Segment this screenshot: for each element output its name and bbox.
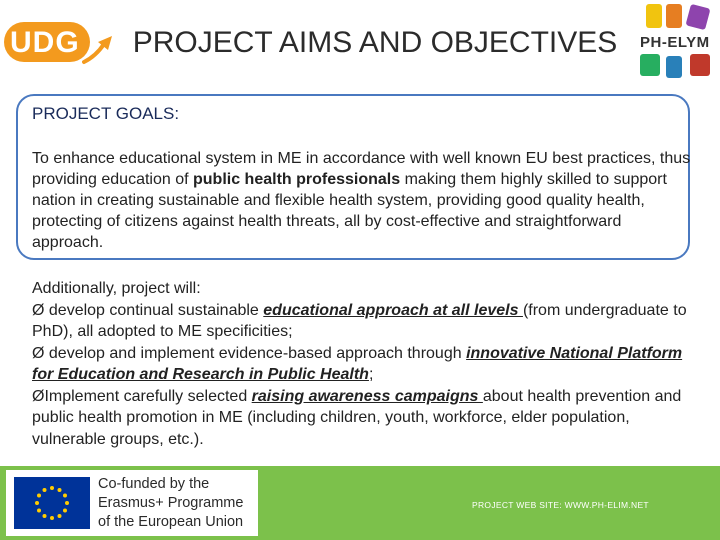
item-text: develop continual sustainable bbox=[44, 301, 264, 319]
goals-heading: PROJECT GOALS: bbox=[32, 104, 180, 123]
list-item bbox=[32, 386, 704, 451]
item-emphasis: innovative National Platform for Education and Research in Public Health bbox=[32, 344, 683, 383]
item-text: Implement carefully selected bbox=[44, 387, 252, 405]
additional-section bbox=[32, 278, 704, 450]
eu-star bbox=[43, 514, 47, 518]
bullet-arrow-icon: Ø bbox=[32, 387, 45, 405]
ph-elym-logo bbox=[636, 2, 720, 82]
eu-flag-icon bbox=[14, 477, 90, 529]
goals-text-bold: public health professionals bbox=[193, 171, 401, 188]
item-emphasis: raising awareness campaigns bbox=[251, 387, 483, 405]
ph-elym-logo-text: PH-ELYM bbox=[640, 34, 710, 51]
eu-star bbox=[65, 501, 69, 505]
goals-text bbox=[32, 148, 692, 253]
additional-intro: Additionally, project will: bbox=[32, 280, 201, 297]
goals-text-part: To enhance educational system in ME in accordance with well known EU best practices, thus providing education of bbox=[32, 150, 691, 188]
eu-star bbox=[50, 486, 54, 490]
project-website[interactable]: PROJECT WEB SITE: WWW.PH-ELIM.NET bbox=[472, 500, 649, 510]
item-text: ; bbox=[368, 366, 374, 383]
item-text: develop and implement evidence-based approach through bbox=[44, 344, 467, 362]
page-title: PROJECT AIMS AND OBJECTIVES bbox=[132, 26, 618, 59]
item-emphasis: educational approach at all levels bbox=[263, 301, 523, 319]
eu-star bbox=[43, 488, 47, 492]
bullet-arrow-icon: Ø bbox=[32, 301, 45, 319]
eu-text-line: Co-funded by the bbox=[98, 476, 210, 492]
eu-star bbox=[50, 516, 54, 520]
eu-star bbox=[35, 501, 39, 505]
eu-star bbox=[63, 494, 67, 498]
eu-star bbox=[63, 509, 67, 513]
item-text: about health prevention and public health promotion in ME (including children, youth, workforce, elder population, vulnerable groups, etc.). bbox=[32, 387, 682, 448]
eu-cofunded-text bbox=[98, 475, 256, 532]
eu-star bbox=[37, 509, 41, 513]
list-item bbox=[32, 343, 704, 386]
item-text: (from undergraduate to PhD), all adopted to ME specificities; bbox=[32, 301, 687, 340]
eu-text-line: Erasmus+ Programme bbox=[98, 495, 244, 511]
goals-text-part: making them highly skilled to support nation in creating sustainable and flexible health system, providing good quality health, protecting of citizens against health threats, all by cost-effective and straightforward approach. bbox=[32, 171, 667, 251]
eu-text-line: of the European Union bbox=[98, 514, 244, 530]
eu-star bbox=[37, 494, 41, 498]
eu-star bbox=[58, 488, 62, 492]
bullet-arrow-icon: Ø bbox=[32, 344, 45, 362]
list-item bbox=[32, 300, 704, 343]
udg-logo-text: UDG bbox=[10, 26, 80, 59]
eu-star bbox=[58, 514, 62, 518]
